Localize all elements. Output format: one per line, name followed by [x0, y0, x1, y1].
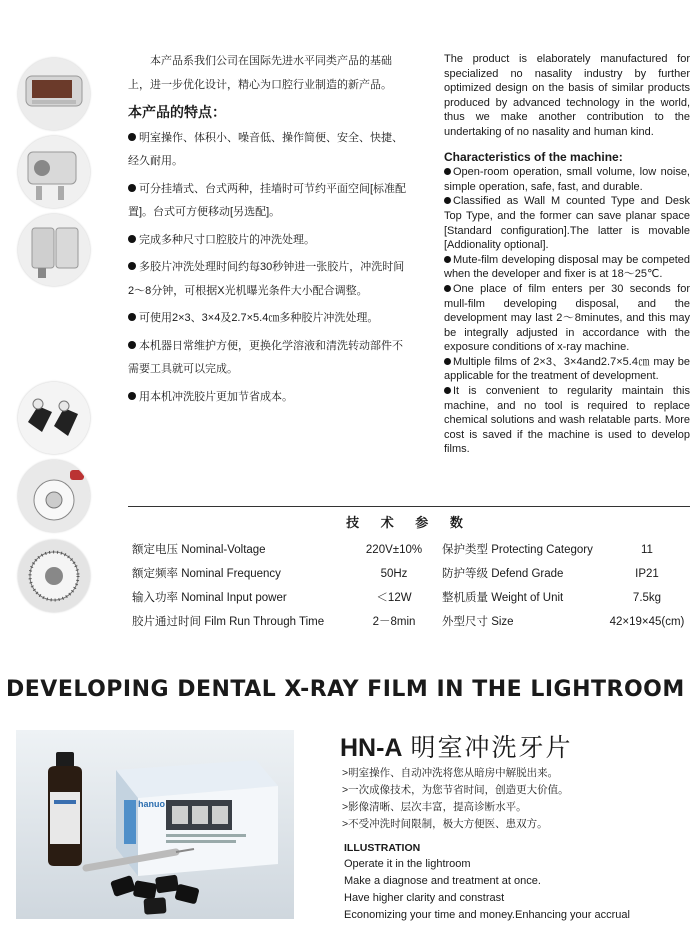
- english-feature-item: It is convenient to regularity maintain this machine, and no tool is required to replace chemical solutions and wash relatable parts. More cost is saved if the machine is used to develop films.: [444, 385, 690, 456]
- spec-value: 220V±10%: [365, 544, 423, 556]
- spec-value: 42×19×45(cm): [609, 616, 685, 628]
- chinese-feature-item: 可使用2×3、3×4及2.7×5.4㎝多种胶片冲洗处理。: [128, 307, 408, 331]
- spec-divider: [128, 506, 690, 507]
- bullet-icon: [444, 168, 451, 175]
- timer-dial-photo: [18, 540, 90, 612]
- spec-row: [132, 562, 694, 586]
- spec-row: [132, 538, 694, 562]
- illustration-title: ILLUSTRATION: [344, 842, 421, 854]
- english-feature-item: Open-room operation, small volume, low noise, simple operation, safe, fast, and durable.: [444, 166, 690, 193]
- chinese-feature-item: 多胶片冲洗处理时间约每30秒钟进一张胶片，冲洗时间2～8分钟，可根据X光机曝光条件大小配合调整。: [128, 261, 405, 297]
- chinese-feature-item: 完成多种尺寸口腔胶片的冲洗处理。: [128, 229, 408, 253]
- bullet-icon: [128, 313, 136, 321]
- chinese-features-heading: 本产品的特点：: [128, 104, 226, 120]
- bullet-icon: [128, 392, 136, 400]
- english-features-heading: Characteristics of the machine:: [444, 149, 623, 164]
- illustration-lines: [344, 856, 630, 924]
- spec-label: 外型尺寸 Size: [442, 616, 514, 628]
- product-feature: >明室操作、自动冲洗将您从暗房中解脱出来。: [342, 767, 559, 779]
- bullet-icon: [444, 256, 451, 263]
- english-description: [444, 52, 690, 457]
- chinese-feature-item: 本机器日常维护方便，更换化学溶液和清洗转动部件不需要工具就可以完成。: [128, 339, 403, 375]
- spec-value: 7.5kg: [632, 592, 662, 604]
- product-features: [342, 765, 569, 833]
- product-feature: >一次成像技术，为您节省时间，创造更大价值。: [342, 784, 569, 796]
- illustration-line: Have higher clarity and constrast: [344, 892, 505, 904]
- spec-value: 11: [641, 544, 653, 556]
- machine-front-photo: [18, 136, 90, 208]
- spec-label: 保护类型 Protecting Category: [442, 544, 593, 556]
- spec-row: [132, 610, 694, 634]
- illustration-line: Make a diagnose and treatment at once.: [344, 875, 541, 887]
- chinese-feature-item: 明室操作、体积小、噪音低、操作简便、安全、快捷、经久耐用。: [128, 131, 403, 167]
- english-feature-item: Classified as Wall M counted Type and Desk Top Type, and the former can save planar space [Standard configuration].The latter is movable [Addionality optional].: [444, 195, 690, 252]
- bullet-icon: [444, 358, 451, 365]
- bullet-icon: [128, 341, 136, 349]
- bullet-icon: [444, 197, 451, 204]
- english-feature-list: [444, 165, 690, 457]
- spec-value: 50Hz: [380, 568, 408, 580]
- control-knob-photo: [18, 460, 90, 532]
- product-name-cn: 明室冲洗牙片: [410, 734, 573, 762]
- spec-label: 整机质量 Weight of Unit: [442, 592, 564, 604]
- box-brand-label: hanuo: [138, 799, 165, 809]
- spec-title: 技 术 参 数: [346, 515, 472, 530]
- illustration-line: Operate it in the lightroom: [344, 858, 471, 870]
- model-name: HN-A: [340, 734, 403, 762]
- film-rollers-photo: [18, 382, 90, 454]
- spec-value: ＜12W: [376, 592, 412, 604]
- spec-label: 输入功率 Nominal Input power: [132, 592, 287, 604]
- product-title: [340, 728, 573, 764]
- english-feature-item: One place of film enters per 30 seconds for mull-film developing disposal, and the development may last 2～8minutes, and this may be integrally adjusted in accordance with the exposure conditions of x-ray machine.: [444, 282, 690, 354]
- product-feature: >不受冲洗时间限制，极大方便医、患双方。: [342, 818, 548, 830]
- product-photo: [16, 730, 294, 919]
- bullet-icon: [128, 235, 136, 243]
- bullet-icon: [128, 133, 136, 141]
- chinese-feature-list: [128, 127, 408, 410]
- chinese-feature-item: 用本机冲洗胶片更加节省成本。: [128, 386, 408, 410]
- machine-top-photo: [18, 58, 90, 130]
- spec-table: [132, 538, 694, 634]
- page-headline: DEVELOPING DENTAL X-RAY FILM IN THE LIGHTROOM: [6, 677, 685, 702]
- product-feature: >影像清晰、层次丰富，提高诊断水平。: [342, 801, 527, 813]
- spec-label: 防护等级 Defend Grade: [442, 568, 564, 580]
- spec-value: 2－8min: [372, 616, 416, 628]
- bullet-icon: [444, 387, 451, 394]
- chinese-feature-item: 可分挂墙式、台式两种，挂墙时可节约平面空间[标准配置]。台式可方便移动[另选配]。: [128, 182, 407, 218]
- bullet-icon: [444, 285, 451, 292]
- spec-row: [132, 586, 694, 610]
- spec-value: IP21: [635, 568, 659, 580]
- chinese-intro: 本产品系我们公司在国际先进水平同类产品的基础上，进一步优化设计，精心为口腔行业制造的新产品。: [128, 55, 392, 91]
- bullet-icon: [128, 262, 136, 270]
- chinese-description: [128, 50, 408, 413]
- illustration-line: Economizing your time and money.Enhancing your accrual: [344, 909, 630, 921]
- english-feature-item: Mute-film developing disposal may be competed when the developer and fixer is at 18～25℃.: [444, 253, 690, 281]
- spec-label: 胶片通过时间 Film Run Through Time: [132, 616, 325, 628]
- english-feature-item: Multiple films of 2×3、3×4and2.7×5.4㎝ may be applicable for the treatment of development.: [444, 355, 690, 383]
- bullet-icon: [128, 184, 136, 192]
- spec-label: 额定频率 Nominal Frequency: [132, 568, 281, 580]
- machine-side-photo: [18, 214, 90, 286]
- english-intro: The product is elaborately manufactured for specialized no nasality industry by further optimized design on the basis of similar products produced by advanced technology in the world, thus we make another contribution to the undertaking of no nasality and human kind.: [444, 53, 690, 138]
- spec-label: 额定电压 Nominal-Voltage: [132, 544, 266, 556]
